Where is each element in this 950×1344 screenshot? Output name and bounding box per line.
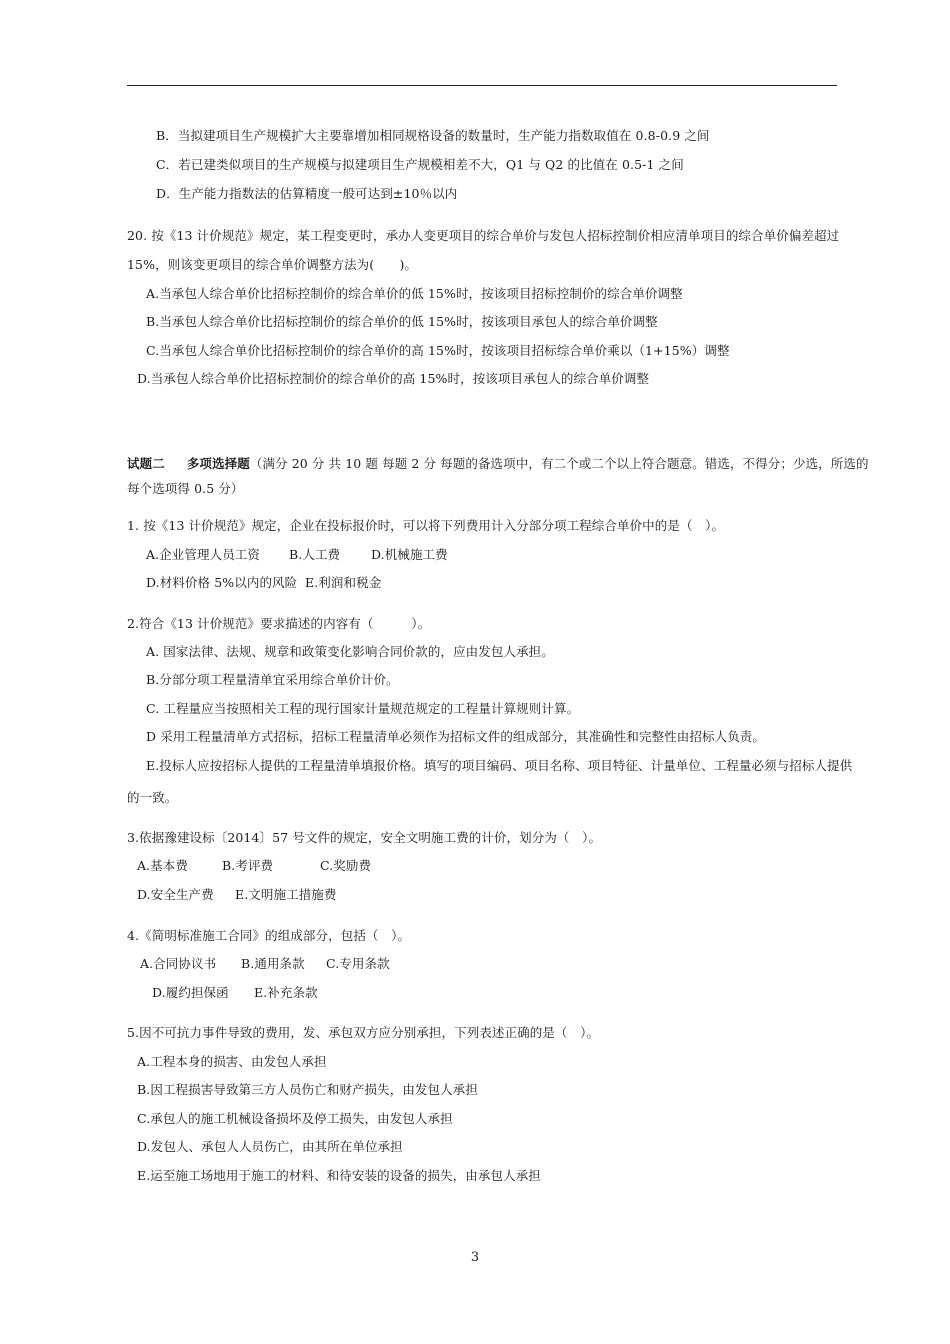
- q20-stem-line2: 15%，则该变更项目的综合单价调整方法为( )。: [127, 257, 418, 272]
- section2-header: [127, 456, 869, 472]
- m2-stem: 2.符合《13 计价规范》要求描述的内容有（ ）。: [127, 616, 431, 631]
- m2-option-e-tail: 的一致。: [127, 790, 178, 805]
- m3-option-a: A.基本费: [137, 858, 189, 873]
- m1-option-b: B.人工费: [289, 547, 341, 562]
- m3-option-b: B.考评费: [222, 858, 274, 873]
- m4-option-c: C.专用条款: [326, 956, 390, 971]
- m5-option-d: D.发包人、承包人人员伤亡，由其所在单位承担: [137, 1139, 403, 1154]
- q20-stem-line1: 20. 按《13 计价规范》规定，某工程变更时，承办人变更项目的综合单价与发包人招标控制价相应清单项目的综合单价偏差超过: [127, 228, 840, 243]
- m2-option-a: A. 国家法律、法规、规章和政策变化影响合同价款的，应由发包人承担。: [146, 644, 554, 659]
- header-rule: [127, 85, 837, 86]
- prev-option-d: D．生产能力指数法的估算精度一般可达到±10％以内: [156, 186, 458, 201]
- m3-option-d: D.安全生产费: [137, 887, 214, 902]
- m4-option-e: E.补充条款: [254, 985, 318, 1000]
- m2-option-b: B.分部分项工程量清单宜采用综合单价计价。: [146, 672, 399, 687]
- m2-option-c: C. 工程量应当按照相关工程的现行国家计量规范规定的工程量计算规则计算。: [146, 701, 580, 716]
- page-number: 3: [470, 1250, 480, 1265]
- m2-option-d: D 采用工程量清单方式招标，招标工程量清单必须作为招标文件的组成部分，其准确性和完整性由招标人负责。: [146, 729, 765, 744]
- m4-option-d: D.履约担保函: [152, 985, 229, 1000]
- m5-option-e: E.运至施工场地用于施工的材料、和待安装的设备的损失，由承包人承担: [137, 1168, 541, 1183]
- q20-option-c: C.当承包人综合单价比招标控制价的综合单价的高 15%时，按该项目招标综合单价乘以（1+15%）调整: [146, 343, 730, 358]
- m5-stem: 5.因不可抗力事件导致的费用，发、承包双方应分别承担，下列表述正确的是（ ）。: [127, 1025, 600, 1040]
- m1-option-d: D.材料价格 5%以内的风险: [146, 575, 298, 590]
- section2-title: 多项选择题: [186, 456, 250, 471]
- prev-option-b: B．当拟建项目生产规模扩大主要靠增加相同规格设备的数量时，生产能力指数取值在 0.8-0.9 之间: [156, 128, 710, 143]
- q20-option-b: B.当承包人综合单价比招标控制价的综合单价的低 15%时，按该项目承包人的综合单价调整: [146, 314, 658, 329]
- m3-option-c: C.奖励费: [320, 858, 372, 873]
- m5-option-a: A.工程本身的损害、由发包人承担: [137, 1054, 327, 1069]
- m5-option-b: B.因工程损害导致第三方人员伤亡和财产损失，由发包人承担: [137, 1082, 478, 1097]
- m4-option-a: A.合同协议书: [140, 956, 217, 971]
- q20-option-a: A.当承包人综合单价比招标控制价的综合单价的低 15%时，按该项目招标控制价的综合单价调整: [146, 286, 683, 301]
- m4-stem: 4.《简明标准施工合同》的组成部分，包括（ ）。: [127, 928, 411, 943]
- m4-option-b: B.通用条款: [241, 956, 305, 971]
- m5-option-c: C.承包人的施工机械设备损坏及停工损失，由发包人承担: [137, 1111, 453, 1126]
- q20-option-d: D.当承包人综合单价比招标控制价的综合单价的高 15%时，按该项目承包人的综合单价调整: [137, 371, 650, 386]
- section2-desc-line1: （满分 20 分 共 10 题 每题 2 分 每题的备选项中，有二个或二个以上符合题意。错选，不得分；少选，所选的: [249, 456, 869, 471]
- section2-desc-line2: 每个选项得 0.5 分）: [127, 481, 244, 496]
- section2-label: 试题二: [127, 456, 165, 471]
- m1-option-e: E.利润和税金: [305, 575, 382, 590]
- m1-stem: 1. 按《13 计价规范》规定，企业在投标报价时，可以将下列费用计入分部分项工程综合单价中的是（ ）。: [127, 518, 725, 533]
- m1-option-a: A.企业管理人员工资: [146, 547, 261, 562]
- m1-option-c: D.机械施工费: [371, 547, 448, 562]
- m3-stem: 3.依据豫建设标〔2014〕57 号文件的规定，安全文明施工费的计价，划分为（ ）。: [127, 830, 602, 845]
- prev-option-c: C．若已建类似项目的生产规模与拟建项目生产规模相差不大，Q1 与 Q2 的比值在 0.5-1 之间: [156, 157, 684, 172]
- m2-option-e: E.投标人应按招标人提供的工程量清单填报价格。填写的项目编码、项目名称、项目特征、计量单位、工程量必须与招标人提供: [146, 758, 853, 773]
- m3-option-e: E.文明施工措施费: [235, 887, 337, 902]
